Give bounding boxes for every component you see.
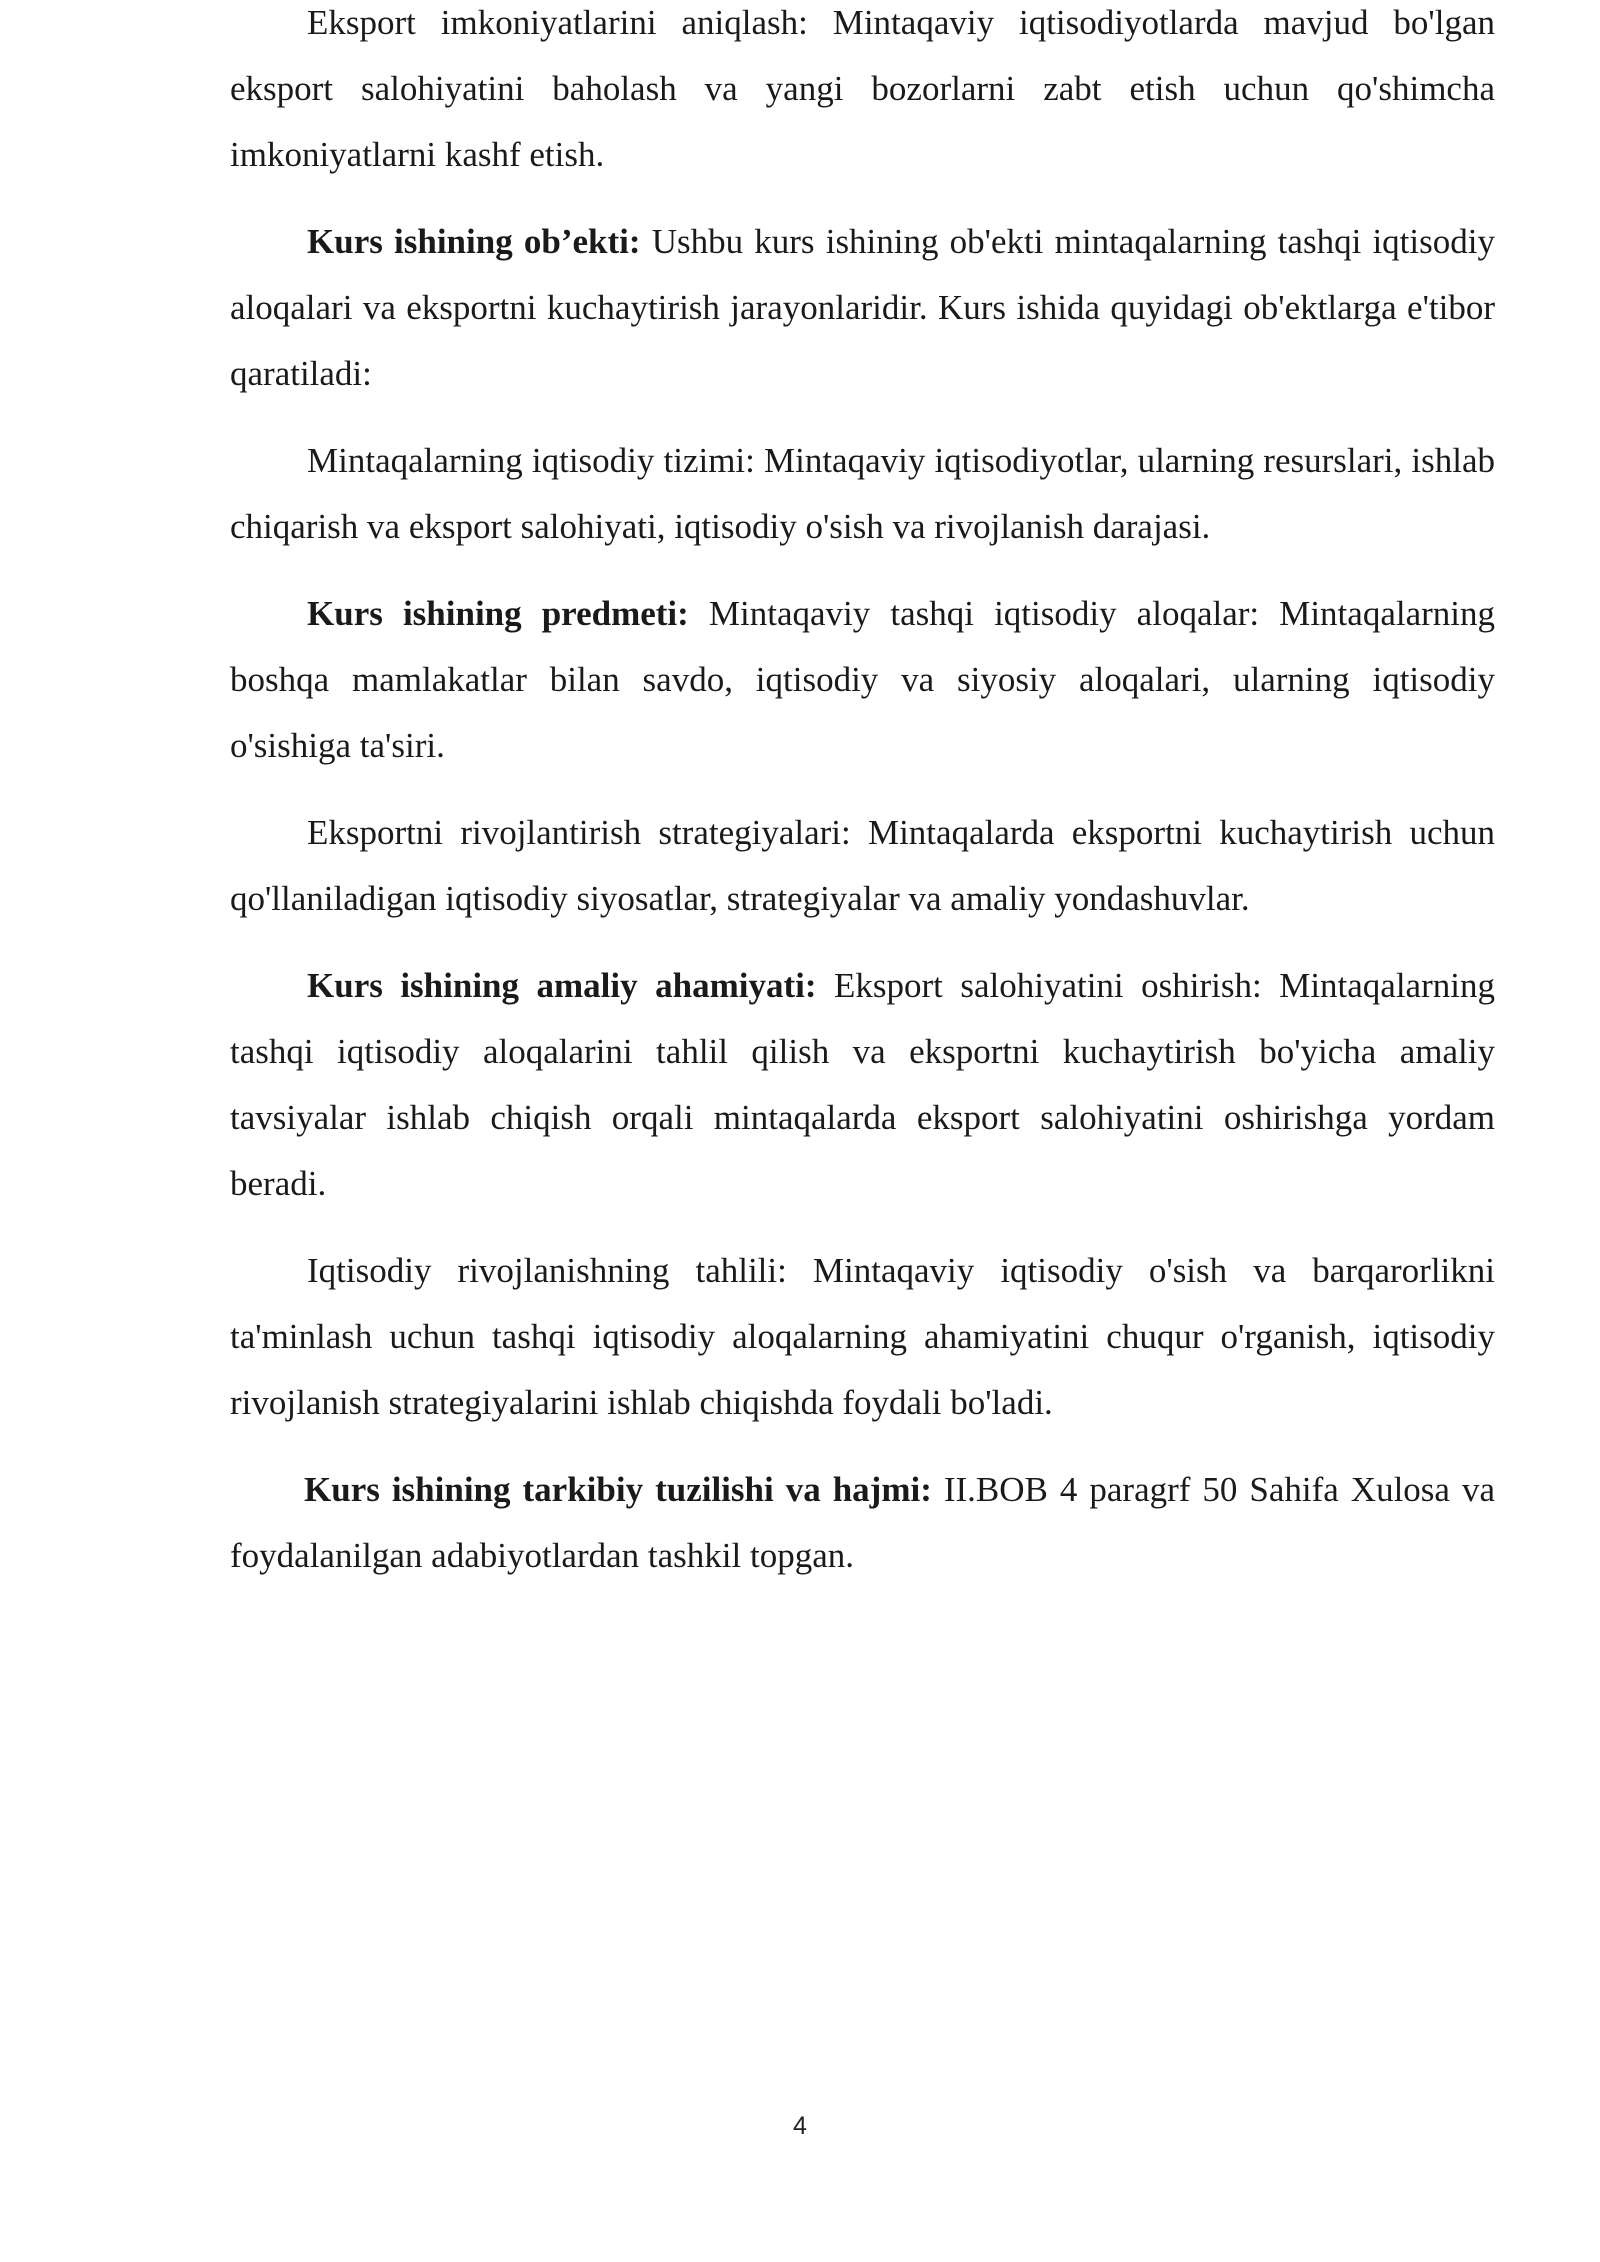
paragraph-export-opportunities — [230, 0, 1495, 188]
paragraph-structure-volume — [230, 1457, 1495, 1589]
paragraph-text: Mintaqalarning iqtisodiy tizimi: Mintaqaviy iqtisodiyotlar, ularning resurslari, ishlab chiqarish va eksport salohiyati, iqtisodiy o'sish va rivojlanish darajasi. — [230, 441, 1495, 546]
page-number: 4 — [793, 2112, 807, 2140]
paragraph-heading: Kurs ishining ob’ekti: — [307, 222, 641, 261]
paragraph-text: Mintaqaviy tashqi iqtisodiy aloqalar: Mintaqalarning boshqa mamlakatlar bilan savdo, iqtisodiy va siyosiy aloqalari, ularning iqtisodiy o'sishiga ta'siri. — [230, 594, 1495, 765]
paragraph-text: Eksport imkoniyatlarini aniqlash: Mintaqaviy iqtisodiyotlarda mavjud bo'lgan eksport salohiyatini baholash va yangi bozorlarni zabt etish uchun qo'shimcha imkoniyatlarni kashf etish. — [230, 3, 1495, 174]
paragraph-text: Eksportni rivojlantirish strategiyalari: Mintaqalarda eksportni kuchaytirish uchun qo'llaniladigan iqtisodiy siyosatlar, strategiyalar va amaliy yondashuvlar. — [230, 813, 1495, 918]
paragraph-text: Iqtisodiy rivojlanishning tahlili: Mintaqaviy iqtisodiy o'sish va barqarorlikni ta'minlash uchun tashqi iqtisodiy aloqalarning ahamiyatini chuqur o'rganish, iqtisodiy rivojlanish strategiyalarini ishlab chiqishda foydali bo'ladi. — [230, 1251, 1495, 1422]
paragraph-heading: Kurs ishining predmeti: — [307, 594, 689, 633]
paragraph-text: Eksport salohiyatini oshirish: Mintaqalarning tashqi iqtisodiy aloqalarini tahlil qilish va eksportni kuchaytirish bo'yicha amaliy tavsiyalar ishlab chiqish orqali mintaqalarda eksport salohiyatini oshirishga yordam beradi. — [230, 966, 1495, 1203]
paragraph-course-subject — [230, 581, 1495, 779]
paragraph-export-strategies — [230, 800, 1495, 932]
paragraph-heading: Kurs ishining amaliy ahamiyati: — [307, 966, 817, 1005]
paragraph-text: II.BOB 4 paragrf 50 Sahifa Xulosa va foydalanilgan adabiyotlardan tashkil topgan. — [230, 1470, 1495, 1575]
paragraph-text: Ushbu kurs ishining ob'ekti mintaqalarning tashqi iqtisodiy aloqalari va eksportni kuchaytirish jarayonlaridir. Kurs ishida quyidagi ob'ektlarga e'tibor qaratiladi: — [230, 222, 1495, 393]
paragraph-development-analysis — [230, 1238, 1495, 1436]
paragraph-practical-significance — [230, 953, 1495, 1217]
document-page — [230, 0, 1495, 1610]
paragraph-course-object — [230, 209, 1495, 407]
paragraph-economic-system — [230, 428, 1495, 560]
paragraph-heading: Kurs ishining tarkibiy tuzilishi va hajmi: — [304, 1470, 932, 1509]
